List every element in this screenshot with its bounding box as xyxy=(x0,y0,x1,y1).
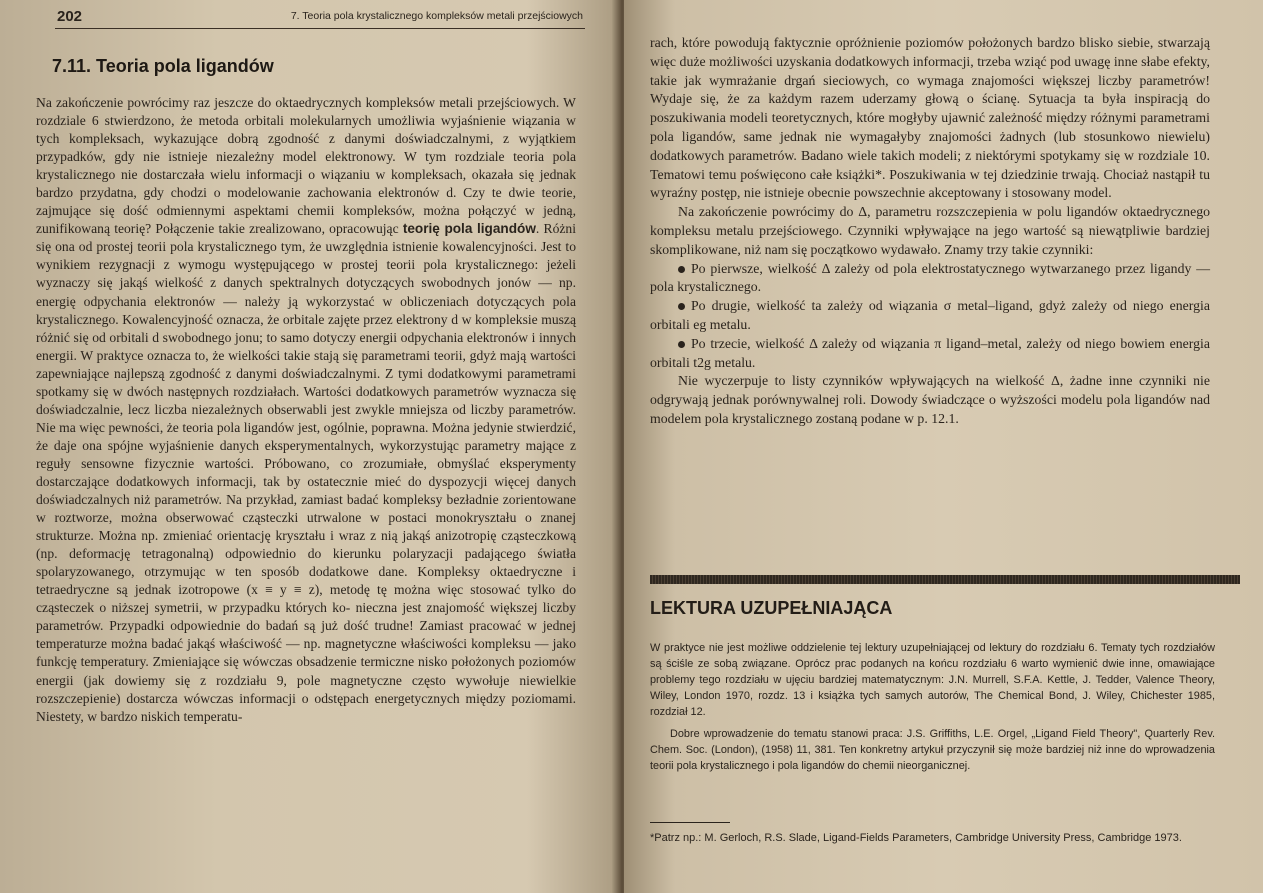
footnote-rule xyxy=(650,822,730,823)
chapter-title: 7. Teoria pola krystalicznego kompleksów metali przejściowych xyxy=(290,10,583,22)
right-body-text xyxy=(650,34,1210,429)
paragraph: Nie wyczerpuje to listy czynników wpływających na wielkość Δ, żadne inne czynniki nie odgrywają jednak porównywalnej roli. Dowody świadczące o wyższości modelu pola ligandów nad modelem pola krystalicznego zostaną podane w p. 12.1. xyxy=(650,373,1210,426)
bullet-icon xyxy=(678,266,685,273)
left-page xyxy=(0,0,620,893)
section-title: 7.11. Teoria pola ligandów xyxy=(52,56,274,76)
section-divider xyxy=(650,575,1240,584)
paragraph: W praktyce nie jest możliwe oddzielenie tej lektury uzupełniającej od lektury do rozdziału 6. Tematy tych rozdziałów są ściśle ze sobą związane. Oprócz prac podanych na końcu rozdziału 6 warto wymienić dwie inne, omawiające problemy tego rozdziału w ujęciu bardziej matematycznym: J.N. Murrell, S.F.A. Kettle, J. Tedder, Valence Theory, Wiley, London 1970, rozdz. 13 i książka tych samych autorów, The Chemical Bond, J. Wiley, Chichester 1985, rozdział 12. xyxy=(650,642,1215,718)
page-number: 202 xyxy=(57,8,83,25)
bullet-item: Po drugie, wielkość ta zależy od wiązania σ metal–ligand, gdyż zależy od niego energia orbitali eg metalu. xyxy=(650,298,1210,332)
key-term: teorię pola ligandów xyxy=(402,221,536,237)
further-reading-title: LEKTURA UZUPEŁNIAJĄCA xyxy=(650,598,893,618)
further-reading-text xyxy=(650,640,1215,780)
running-head xyxy=(55,6,585,29)
paragraph: Na zakończenie powrócimy raz jeszcze do oktaedrycznych kompleksów metali przejściowych. W rozdziale 6 stwierdzono, że metoda orbitali molekularnych umożliwia wyjaśnienie wiązania w tych kompleksach, wykazujące dobrą zgodność z danymi doświadczalnymi, z wyjątkiem przypadków, gdy nie istnieje niezależny model elektronowy. W tym rozdziale teoria pola krystalicznego nie dostarczała wielu informacji o wiązaniu w kompleksach, okazała się jednak bardzo przydatna, gdy chodzi o modelowanie zachowania elektronów d. Czy te dwie teorie, zajmujące się dość odmiennymi aspektami chemii kompleksów, można połączyć w jedną, zunifikowaną teorię? Połączenie takie zrealizowano, opracowując teorię pola ligandów. Różni się ona od prostej teorii pola krystalicznego tym, że uwzględnia istnienie kowalencyjności. Jest to wynikiem rezygnacji z wymogu występującego w prostej teorii pola krystalicznego: jeżeli wyznaczy się jakąś wielkość z danych spektralnych dotyczących swobodnych jonów — np. energię odpychania elektronów — należy ją wykorzystać w obliczeniach dotyczących pola krystalicznego. Kowalencyjność oznacza, że orbitale zajęte przez elektrony d w kompleksie muszą różnić się od orbitali d swobodnego jonu; to samo dotyczy energii odpychania elektronów i innych energii. W praktyce oznacza to, że wielkości takie stają się parametrami teorii, gdyż mają wartości zapewniające najlepszą zgodność z danymi doświadczalnymi. Z tymi dodatkowymi parametrami spotkamy się w dwóch następnych rozdziałach. Wartości dodatkowych parametrów wyznacza się doświadczalnie, lecz liczba niezależnych obserwabli jest zwykle mniejsza od liczby parametrów. Nie ma więc pewności, że teoria pola ligandów jest, ogólnie, poprawna. Można jedynie stwierdzić, że daje ona spójne wyjaśnienie danych eksperymentalnych, wykorzystując parametry mające z reguły sensowne fizycznie wartości. Próbowano, co zrozumiałe, obmyślać eksperymenty dostarczające dodatkowych informacji, tak by ostatecznie mieć do dyspozycji więcej danych doświadczalnych niż parametrów. Na przykład, zamiast badać kompleksy bezładnie zorientowane w roztworze, można obserwować cząsteczki utrwalone w postaci monokryształu o znanej strukturze. Można np. zmieniać orientację kryształu i wraz z nią jakąś anizotropię cząsteczkową (np. deformację tetragonalną) odpowiednio do kierunku polaryzacji padającego światła spolaryzowanego, otrzymując w ten sposób dodatkowe dane. Kompleksy oktaedryczne i tetraedryczne są jednak izotropowe (x ≡ y ≡ z), metodę tę można więc stosować tylko do cząsteczek o niższej symetrii, w przypadku których ko- nieczna jest znajomość większej liczby parametrów. Przypadki odpowiednie do badań są już dość trudne! Zamiast pracować w jednej temperaturze można badać jakąś właściwość — np. magnetyczne właściwości kompleksu — jako funkcję temperatury. Zmieniające się wówczas obsadzenie termiczne nisko położonych poziomów energii (jak dowiemy się z rozdziału 9, pole magnetyczne często wywołuje niewielkie rozszczepienie) dostarcza wówczas informacji o odstępach energetycznych między poziomami. Niestety, w bardzo niskich temperatu- xyxy=(36,95,576,724)
paragraph: Na zakończenie powrócimy do Δ, parametru rozszczepienia w polu ligandów oktaedrycznego kompleksu metalu przejściowego. Czynniki wpływające na jego wartość są niewątpliwie bardziej skomplikowane, niż nam się początkowo wydawało. Znamy trzy takie czynniki: xyxy=(650,204,1210,257)
bullet-item: Po pierwsze, wielkość Δ zależy od pola elektrostatycznego wytwarzanego przez ligandy — pola krystalicznego. xyxy=(650,260,1210,295)
bullet-icon xyxy=(678,341,685,348)
bullet-item: Po trzecie, wielkość Δ zależy od wiązania π ligand–metal, zależy od niego bowiem energia orbitali t2g metalu. xyxy=(650,335,1210,370)
paragraph: Dobre wprowadzenie do tematu stanowi praca: J.S. Griffiths, L.E. Orgel, „Ligand Field Theory", Quarterly Rev. Chem. Soc. (London), (1958) 11, 381. Ten konkretny artykuł przyczynił się może bardziej niż inne do wprowadzenia teorii pola krystalicznego i pola ligandów do chemii nieorganicznej. xyxy=(650,728,1215,772)
paragraph: rach, które powodują faktycznie opróżnienie poziomów położonych bardzo blisko siebie, stwarzają więc duże możliwości uzyskania dodatkowych informacji, trzeba wziąć pod uwagę inne słabe efekty, takie jak wymrażanie drgań sieciowych, co wymaga znajomości większej liczby parametrów! Wydaje się, że za każdym razem uderzamy głową o ścianę. Sytuacja ta była inspiracją do poszukiwania modeli teoretycznych, które mogłyby ujawnić zależność między różnymi parametrami pola ligandów, same jednak nie wymagałyby znajomości żadnych (lub stosunkowo niewielu) dodatkowych parametrów. Badano wiele takich modeli; z niektórymi spotykamy się w rozdziale 10. Tematowi temu poświęcono całe książki*. Poszukiwania w tej dziedzinie trwają. Chociaż nastąpił tu wyraźny postęp, nie istnieje obecnie powszechnie akceptowany i stosowany model. xyxy=(650,35,1210,201)
right-page xyxy=(624,0,1263,893)
left-body-text xyxy=(36,94,576,726)
bullet-icon xyxy=(678,303,685,310)
footnote: *Patrz np.: M. Gerloch, R.S. Slade, Ligand-Fields Parameters, Cambridge University Press, Cambridge 1973. xyxy=(650,832,1182,844)
